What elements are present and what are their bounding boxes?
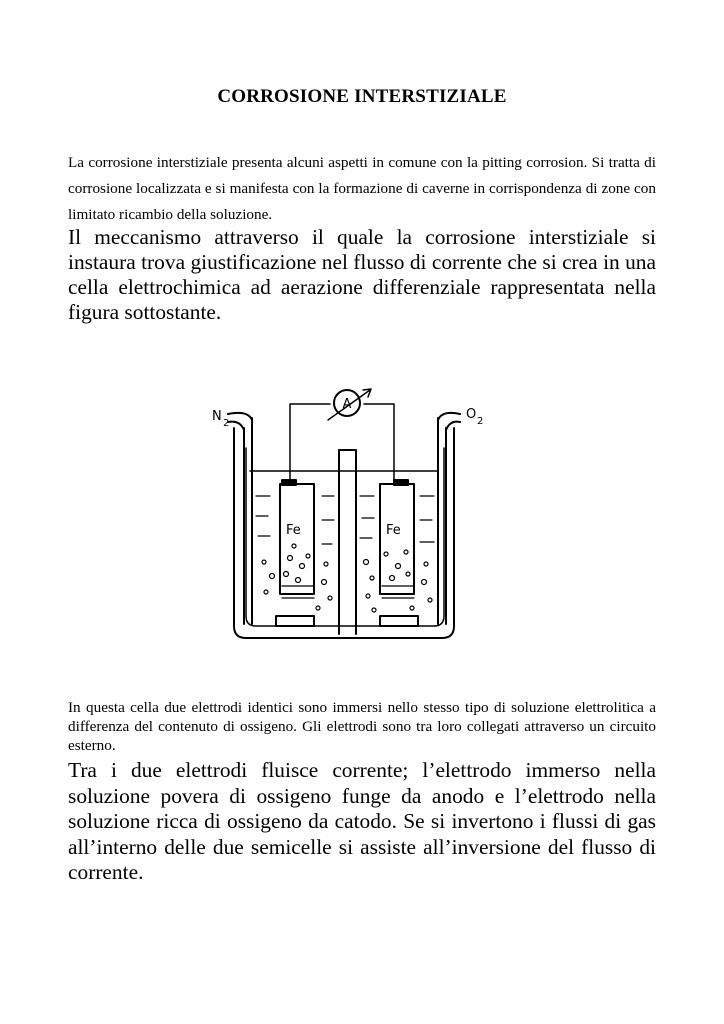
gas-tube-left <box>244 418 252 624</box>
bottom-plate-left <box>276 616 314 626</box>
page-title: CORROSIONE INTERSTIZIALE <box>217 86 507 107</box>
electrode-right-label: Fe <box>386 523 401 538</box>
electrode-right <box>380 484 414 594</box>
beaker-outline <box>234 428 454 638</box>
paragraph-cell-description: In questa cella due elettrodi identici sono immersi nello stesso tipo di soluzione elettrolitica a differenza del contenuto di ossigeno. Gli elettrodi sono tra loro collegati attraverso un circuito esterno. <box>68 699 656 754</box>
wire-left <box>290 404 330 484</box>
differential-aeration-cell-figure <box>198 386 548 648</box>
gas-left-label: N <box>212 409 222 424</box>
gas-tube-right <box>438 418 446 624</box>
paragraph-current-flow: Tra i due elettrodi fluisce corrente; l’elettrodo immerso nella soluzione povera di ossigeno funge da anodo e l’elettrodo nella soluzione ricca di ossigeno da catodo. Se si invertono i flussi di gas all’interno delle due semicelle si assiste all’inversione del flusso di corrente. <box>68 758 656 884</box>
gas-right-sub: 2 <box>477 416 484 427</box>
central-separator <box>339 450 356 634</box>
bottom-plate-right <box>380 616 418 626</box>
ammeter-label: A <box>342 397 352 412</box>
electrode-left-label: Fe <box>286 523 301 538</box>
paragraph-intro: La corrosione interstiziale presenta alcuni aspetti in comune con la pitting corrosion. Si tratta di corrosione localizzata e si manifesta con la formazione di caverne in corrispondenza di zone con limitato ricambio della soluzione. <box>68 154 656 223</box>
wire-right <box>364 404 394 484</box>
gas-right-label: O <box>466 407 477 422</box>
gas-left-sub: 2 <box>223 418 230 429</box>
paragraph-mechanism: Il meccanismo attraverso il quale la corrosione interstiziale si instaura trova giustificazione nel flusso di corrente che si crea in una cella elettrochimica ad aerazione differenziale rappresentata nella figura sottostante. <box>68 225 656 324</box>
